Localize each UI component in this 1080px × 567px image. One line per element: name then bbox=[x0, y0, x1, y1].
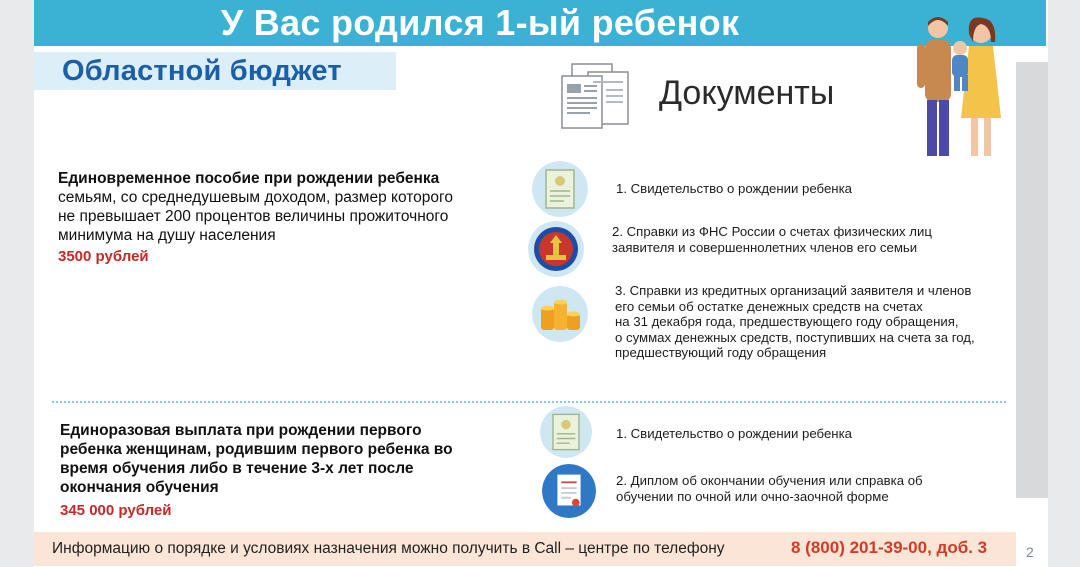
benefit-1-doc-2: 2. Справки из ФНС России о счетах физических лиц заявителя и совершеннолетних членов его семьи bbox=[612, 224, 932, 255]
benefit-1-doc-3: 3. Справки из кредитных организаций заявителя и членов его семьи об остатке денежных средств на счетах на 31 декабря года, предшествующего году обращения, о суммах денежных средств, поступивших на счета за год, предшествующий году обращения bbox=[615, 283, 975, 360]
benefit-2-description bbox=[60, 421, 480, 497]
documents-stack-icon bbox=[558, 62, 632, 130]
birth-certificate-icon bbox=[540, 406, 592, 458]
birth-certificate-icon bbox=[532, 161, 588, 217]
tax-service-emblem-icon bbox=[528, 221, 584, 277]
info-text: Информацию о порядке и условиях назначения можно получить в Call – центре по телефону bbox=[52, 540, 725, 557]
documents-heading: Документы bbox=[659, 74, 835, 112]
phone-number[interactable]: 8 (800) 201-39-00, доб. 3 bbox=[791, 538, 988, 557]
budget-label-box bbox=[34, 52, 396, 90]
benefit-1-description bbox=[58, 169, 458, 245]
scroll-strip bbox=[1016, 62, 1048, 498]
diploma-icon bbox=[542, 464, 596, 518]
benefit-1-amount: 3500 рублей bbox=[58, 248, 149, 265]
budget-label: Областной бюджет bbox=[62, 55, 342, 87]
page-number: 2 bbox=[1026, 544, 1034, 560]
info-footer bbox=[34, 532, 1016, 566]
benefit-2-doc-2: 2. Диплом об окончании обучения или справка об обучении по очной или очно-заочной форме bbox=[616, 473, 923, 504]
benefit-2-amount: 345 000 рублей bbox=[60, 502, 172, 519]
family-illustration bbox=[905, 12, 1005, 164]
slide-title: У Вас родился 1-ый ребенок bbox=[220, 2, 740, 43]
benefit-2-doc-1: 1. Свидетельство о рождении ребенка bbox=[616, 426, 852, 441]
benefit-1-conditions: семьям, со среднедушевым доходом, размер которого не превышает 200 процентов величины прожиточного минимума на душу населения bbox=[58, 189, 453, 244]
benefit-1-doc-1: 1. Свидетельство о рождении ребенка bbox=[616, 181, 852, 196]
benefit-2-title: Единоразовая выплата при рождении первого ребенка женщинам, родившим первого ребенка во время обучения либо в течение 3-х лет после окончания обучения bbox=[60, 422, 453, 496]
coins-icon bbox=[532, 286, 588, 342]
title-bar bbox=[34, 0, 1046, 46]
benefit-1-title: Единовременное пособие при рождении ребенка bbox=[58, 170, 440, 187]
section-divider bbox=[52, 401, 1006, 403]
